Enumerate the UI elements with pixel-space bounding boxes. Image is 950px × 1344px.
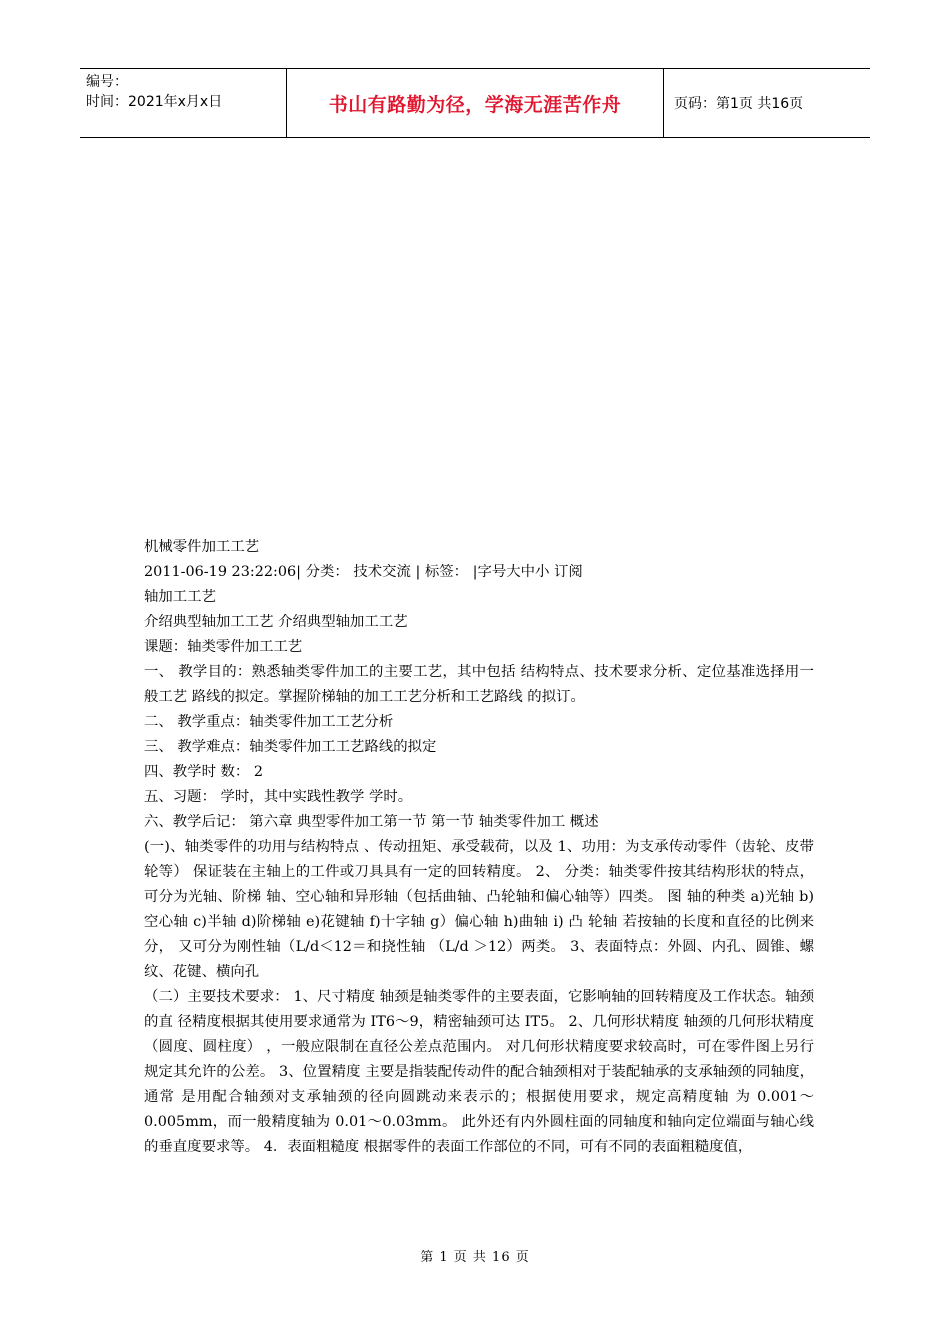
post-meta: 2011-06-19 23:22:06| 分类： 技术交流 | 标签： |字号大中小 订阅 bbox=[144, 564, 583, 580]
header-motto: 书山有路勤为径，学海无涯苦作舟 bbox=[287, 69, 664, 137]
page-footer: 第 1 页 共 16 页 bbox=[420, 1250, 530, 1265]
doc-title: 机械零件加工工艺 bbox=[144, 539, 260, 555]
document-header bbox=[80, 68, 870, 138]
header-meta bbox=[80, 69, 287, 137]
header-page-info: 页码：第1页 共16页 bbox=[674, 96, 804, 112]
section-title: 轴加工工艺 bbox=[144, 589, 216, 605]
teaching-notes: 六、教学后记： 第六章 典型零件加工第一节 第一节 轴类零件加工 概述 bbox=[144, 814, 599, 830]
teaching-goal: 一、 教学目的：熟悉轴类零件加工的主要工艺，其中包括 结构特点、技术要求分析、定位基准选择用一般工艺 路线的拟定。掌握阶梯轴的加工工艺分析和工艺路线 的拟订。 bbox=[144, 664, 814, 705]
paragraph-requirements: （二）主要技术要求： 1、尺寸精度 轴颈是轴类零件的主要表面，它影响轴的回转精度及工作状态。轴颈的直 径精度根据其使用要求通常为 IT6～9，精密轴颈可达 IT5。 2、几何形状精度 轴颈的几何形状精度（圆度、圆柱度） ，一般应限制在直径公差点范围内。 对几何形状精度要求较高时，可在零件图上另行规定其允许的公差。 3、位置精度 主要是指装配传动件的配合轴颈相对于装配轴承的支承轴颈的同轴度， 通常 是用配合轴颈对支承轴颈的径向圆跳动来表示的；根据使用要求，规定高精度轴 为 0.001～0.005mm，而一般精度轴为 0.01～0.03mm。 此外还有内外圆柱面的同轴度和轴向定位端面与轴心线的垂直度要求等。 4．表面粗糙度 根据零件的表面工作部位的不同，可有不同的表面粗糙度值， bbox=[144, 989, 814, 1155]
lesson-topic: 课题：轴类零件加工工艺 bbox=[144, 639, 303, 655]
teaching-hours: 四、教学时 数： 2 bbox=[144, 764, 264, 780]
time-label: 时间：2021年x月x日 bbox=[86, 94, 223, 110]
teaching-focus: 二、 教学重点：轴类零件加工工艺分析 bbox=[144, 714, 394, 730]
document-body bbox=[144, 535, 814, 1160]
intro-line: 介绍典型轴加工工艺 介绍典型轴加工工艺 bbox=[144, 614, 408, 630]
paragraph-function: (一)、轴类零件的功用与结构特点 、传动扭矩、承受载荷，以及 1、功用：为支承传动零件（齿轮、皮带轮等） 保证装在主轴上的工件或刀具具有一定的回转精度。 2、 分类：轴类零件按其结构形状的特点，可分为光轴、阶梯 轴、空心轴和异形轴（包括曲轴、凸轮轴和偏心轴等）四类。 图 轴的种类 a)光轴 b)空心轴 c)半轴 d)阶梯轴 e)花键轴 f)十字轴 g）偏心轴 h)曲轴 i) 凸 轮轴 若按轴的长度和直径的比例来分， 又可分为刚性轴（L/d＜12＝和挠性轴 （L/d ＞12）两类。 3、表面特点：外圆、内孔、圆锥、螺纹、花键、横向孔 bbox=[144, 839, 814, 980]
doc-number-label: 编号： bbox=[86, 74, 128, 90]
teaching-difficulty: 三、 教学难点：轴类零件加工工艺路线的拟定 bbox=[144, 739, 437, 755]
exercises: 五、习题： 学时，其中实践性教学 学时。 bbox=[144, 789, 413, 805]
